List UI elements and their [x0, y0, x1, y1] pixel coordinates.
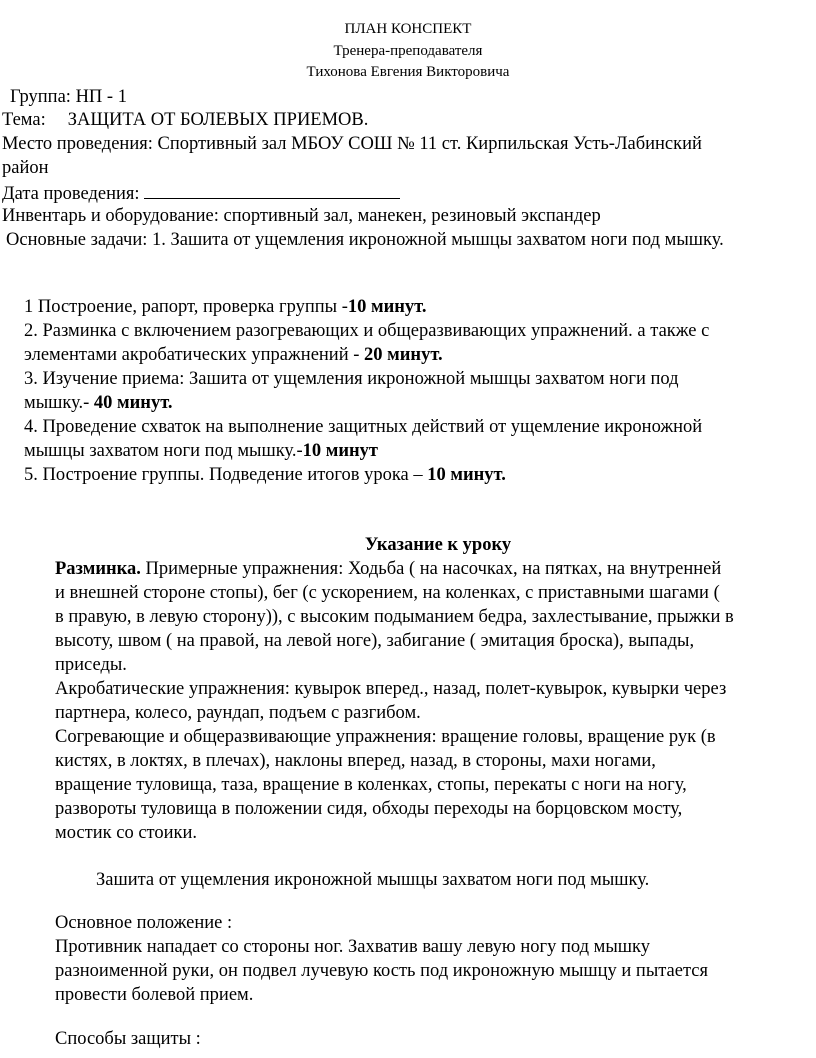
tasks-line: Основные задачи: 1. Зашита от ущемления икроножной мышцы захватом ноги под мышку. — [6, 230, 724, 250]
technique-desc-3: провести болевой прием. — [55, 985, 254, 1005]
doc-role: Тренера-преподавателя — [333, 43, 483, 59]
plan-item-3-line-2 — [24, 391, 173, 415]
acro-line-1: Акробатические упражнения: кувырок вперед., назад, полет-кувырок, кувырки через — [55, 679, 727, 699]
doc-title: ПЛАН КОНСПЕКТ — [344, 21, 472, 37]
plan-item-2-line-2 — [24, 343, 443, 367]
equipment-line: Инвентарь и оборудование: спортивный зал, манекен, резиновый экспандер — [2, 206, 601, 226]
date-line — [2, 180, 400, 206]
warm-line-1: Согревающие и общеразвивающие упражнения: вращение головы, вращение рук (в — [55, 727, 716, 747]
place-line-2: район — [2, 158, 49, 178]
warmup-line-5: приседы. — [55, 655, 127, 675]
warm-line-3: вращение туловища, таза, вращение в коленках, стопы, перекаты с ноги на ногу, — [55, 775, 687, 795]
warmup-label: Разминка. — [55, 559, 141, 579]
plan-item-3-text: мышку.- — [24, 393, 94, 413]
topic-line — [2, 108, 368, 132]
plan-item-4-text: мышцы захватом ноги под мышку.- — [24, 441, 303, 461]
plan-item-1-text: 1 Построение, рапорт, проверка группы - — [24, 297, 348, 317]
plan-item-3-line-1: 3. Изучение приема: Зашита от ущемления икроножной мышцы захватом ноги под — [24, 369, 679, 389]
warm-line-4: развороты туловища в положении сидя, обходы переходы на борцовском мосту, — [55, 799, 683, 819]
instructions-body — [55, 557, 815, 845]
plan-item-2-line-1: 2. Разминка с включением разогревающих и общеразвивающих упражнений. а также с — [24, 321, 710, 341]
plan-item-2-text: элементами акробатических упражнений - — [24, 345, 365, 365]
plan-item-5-time: 10 минут. — [427, 465, 506, 485]
topic-value: ЗАЩИТА ОТ БОЛЕВЫХ ПРИЕМОВ. — [67, 110, 369, 130]
plan-item-4-line-1: 4. Проведение схваток на выполнение защитных действий от ущемление икроножной — [24, 417, 703, 437]
warm-line-2: кистях, в локтях, в плечах), наклоны вперед, назад, в стороны, махи ногами, — [55, 751, 656, 771]
place-line-1: Место проведения: Спортивный зал МБОУ СОШ № 11 ст. Кирпильская Усть-Лабинский — [2, 134, 702, 154]
position-label: Основное положение : — [55, 913, 233, 933]
warmup-line-2: и внешней стороне стопы), бег (с ускорением, на коленках, с приставными шагами ( — [55, 583, 720, 603]
date-label: Дата проведения: — [2, 184, 140, 204]
plan-item-5-text: 5. Построение группы. Подведение итогов урока – — [24, 465, 428, 485]
acro-line-2: партнера, колесо, раундап, подъем с разгибом. — [55, 703, 421, 723]
warmup-line-3: в правую, в левую сторону)), с высоким подыманием бедра, захлестывание, прыжки в — [55, 607, 734, 627]
plan-item-2-time: 20 минут. — [364, 345, 443, 365]
technique-title: Зашита от ущемления икроножной мышцы захватом ноги под мышку. — [96, 870, 650, 890]
group-line: Группа: НП - 1 — [10, 87, 127, 107]
plan-item-1-time: 10 минут. — [347, 297, 427, 317]
plan-item-5 — [24, 463, 506, 487]
plan-item-1 — [24, 295, 427, 319]
instructions-heading: Указание к уроку — [364, 535, 512, 555]
topic-label: Тема: — [2, 110, 46, 130]
warm-line-5: мостик со стоики. — [55, 823, 198, 843]
technique-desc-2: разноименной руки, он подвел лучевую кость под икроножную мышцу и пытается — [55, 961, 709, 981]
technique-desc-1: Противник нападает со стороны ног. Захватив вашу левую ногу под мышку — [55, 937, 651, 957]
doc-author: Тихонова Евгения Викторовича — [306, 64, 510, 80]
plan-item-3-time: 40 минут. — [93, 393, 173, 413]
warmup-line-1 — [55, 557, 815, 581]
plan-item-4-time: 10 минут — [302, 441, 379, 461]
defense-label: Способы защиты : — [55, 1029, 201, 1049]
warmup-line-4: высоту, швом ( на правой, на левой ноге), забигание ( эмитация броска), выпады, — [55, 631, 695, 651]
date-blank — [144, 180, 400, 199]
warmup-text-1: Примерные упражнения: Ходьба ( на насочках, на пятках, на внутренней — [140, 559, 722, 579]
plan-item-4-line-2 — [24, 439, 378, 463]
